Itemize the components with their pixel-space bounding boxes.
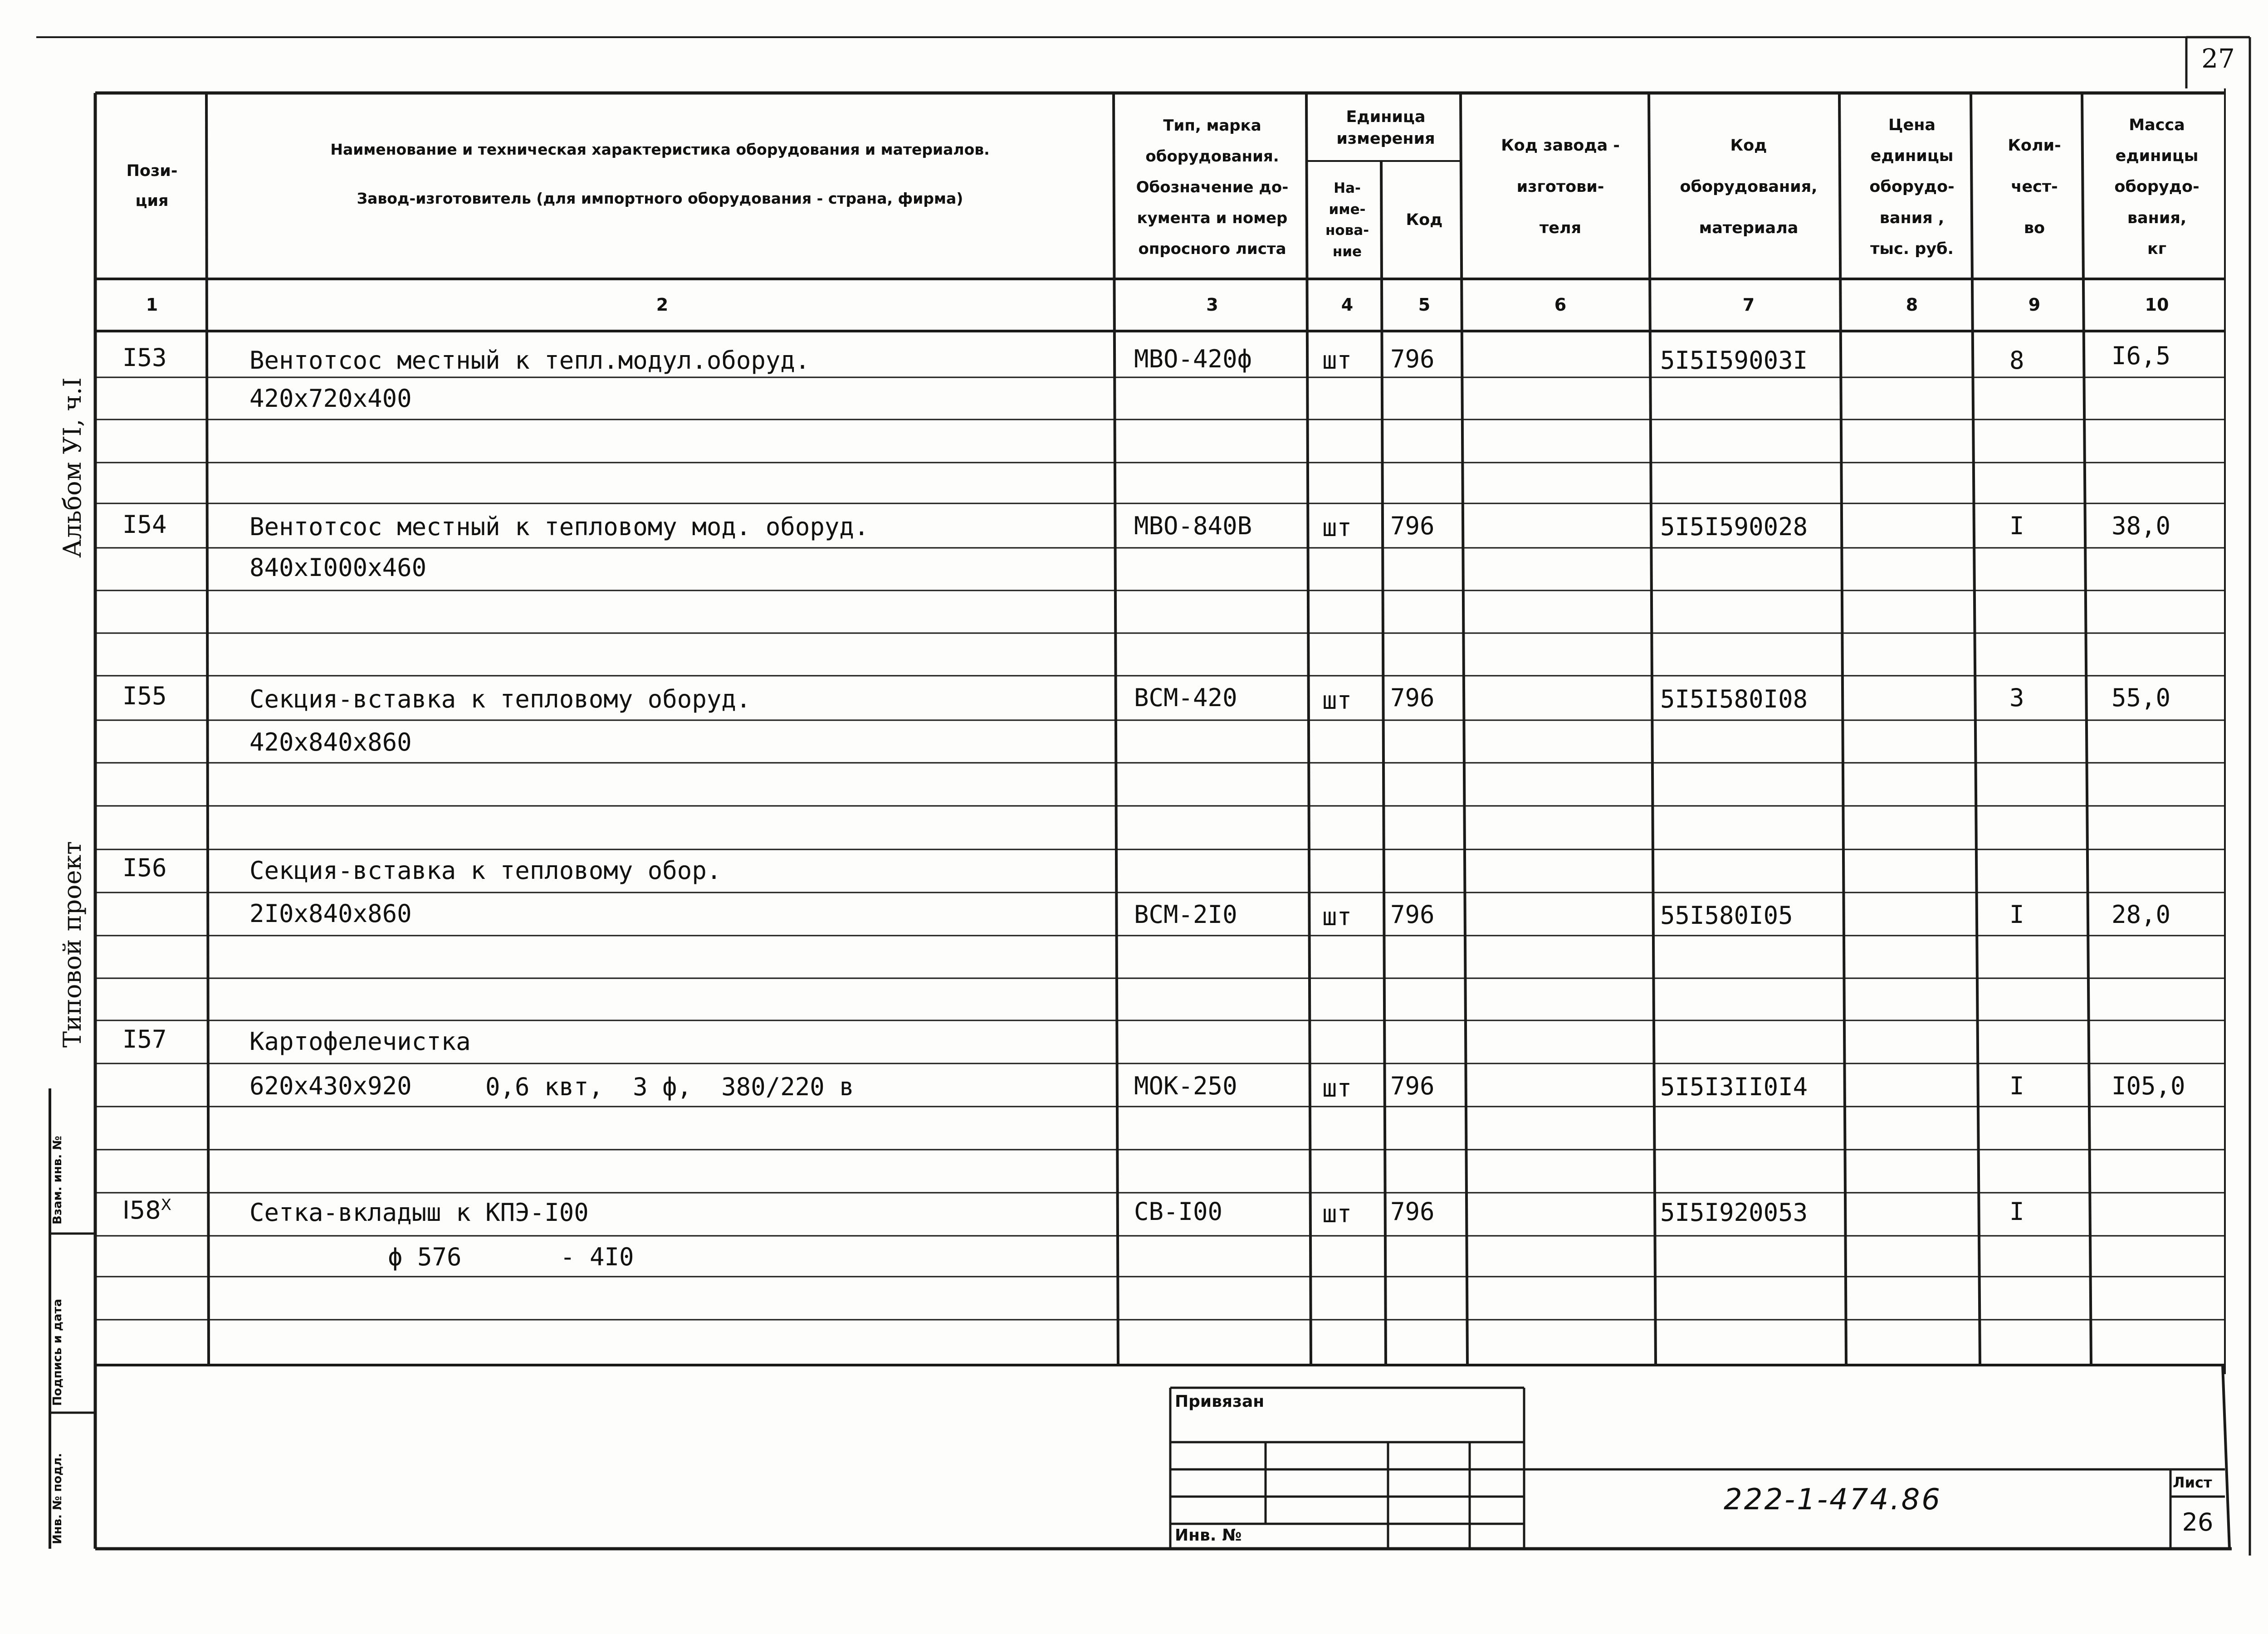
margin-album-label: Альбом УI, ч.I (58, 377, 87, 558)
entry-unit-code: 796 (1390, 683, 1435, 712)
header-factory-code: Код завода - изготови- теля (1501, 137, 1620, 237)
entry-type: СВ-I00 (1134, 1197, 1223, 1226)
header-unit-name: На- име- нова- ние (1325, 180, 1369, 260)
entry-quantity: I (2009, 1197, 2024, 1226)
margin-replacement-inventory: Взам. инв. № (51, 1136, 64, 1224)
document-code: 222-1-474.86 (1724, 1483, 1942, 1517)
header-unit-code: Код (1406, 210, 1443, 229)
entry-electrical: 0,6 квт, 3 ф, 380/220 в (485, 1073, 854, 1101)
entry-material-code: 5I5I920053 (1660, 1198, 1808, 1227)
entry-unit-code: 796 (1390, 345, 1435, 373)
entry-material-code: 5I5I3II0I4 (1660, 1073, 1808, 1101)
entry-type: ВСМ-420 (1134, 683, 1237, 712)
margin-project-label: Типовой проект (58, 841, 87, 1048)
entry-unit: шт (1322, 513, 1352, 542)
column-number: 6 (1554, 295, 1567, 315)
entry-position-mark: X (161, 1196, 171, 1214)
entry-quantity: I (2009, 512, 2024, 540)
entry-position: I53 (122, 343, 167, 372)
entry-quantity: 8 (2009, 346, 2024, 375)
header-unit-group: Единица измерения (1336, 108, 1435, 148)
entry-height: - 4I0 (560, 1243, 634, 1271)
stamp-linked-label: Привязан (1175, 1392, 1265, 1411)
entry-mass: 28,0 (2112, 900, 2171, 929)
column-number: 10 (2145, 295, 2169, 315)
header-position: Пози- ция (126, 161, 178, 210)
header-material-code: Код оборудования, материала (1680, 137, 1818, 237)
entry-material-code: 55I580I05 (1660, 901, 1793, 930)
entry-type: ВСМ-2I0 (1134, 900, 1237, 929)
header-type: Тип, марка оборудования. Обозначение до- кумента и номер опросного листа (1136, 116, 1289, 258)
column-number: 5 (1418, 295, 1431, 315)
entry-type: МВО-840В (1134, 512, 1252, 540)
sheet-label: Лист (2173, 1474, 2212, 1491)
entry-position: I56 (122, 854, 167, 882)
entry-dimensions: 620х430х920 (249, 1072, 412, 1100)
entry-unit-code: 796 (1390, 1072, 1435, 1100)
column-number: 7 (1742, 295, 1755, 315)
entry-name: Вентотсос местный к тепловому мод. оборуд. (249, 512, 869, 541)
entry-type: МОК-250 (1134, 1072, 1237, 1100)
column-number: 1 (146, 295, 158, 315)
entry-quantity: I (2009, 1072, 2024, 1100)
entry-name: Секция-вставка к тепловому оборуд. (249, 685, 751, 713)
entry-unit: шт (1322, 1200, 1352, 1228)
entry-position (122, 1197, 171, 1223)
entry-material-code: 5I5I590028 (1660, 512, 1808, 541)
column-number: 4 (1341, 295, 1354, 315)
entry-dimensions: 420х720х400 (249, 384, 412, 413)
sheet-number: 26 (2182, 1508, 2214, 1536)
entry-name: Сетка-вкладыш к КПЭ-I00 (249, 1198, 589, 1227)
entry-unit-code: 796 (1390, 1197, 1435, 1226)
entry-dimensions: 2I0х840х860 (249, 899, 412, 928)
entry-position: I54 (122, 510, 167, 539)
margin-signature-date: Подпись и дата (51, 1298, 64, 1406)
column-number: 8 (1906, 295, 1918, 315)
column-number: 9 (2028, 295, 2041, 315)
entry-type: МВО-420ф (1134, 345, 1252, 373)
entry-material-code: 5I5I580I08 (1660, 685, 1808, 713)
entry-position-number: I58 (122, 1196, 161, 1224)
entry-dimensions: 840хI000х460 (249, 553, 427, 582)
entry-name: Секция-вставка к тепловому обор. (249, 856, 722, 885)
entry-mass: I6,5 (2112, 341, 2171, 370)
header-quantity: Коли- чест- во (2008, 137, 2061, 237)
entry-unit: шт (1322, 1074, 1352, 1102)
entry-unit: шт (1322, 902, 1352, 931)
page-number: 27 (2201, 43, 2235, 74)
entry-quantity: I (2009, 900, 2024, 929)
entry-mass: 38,0 (2112, 512, 2171, 540)
entry-unit-code: 796 (1390, 512, 1435, 540)
stamp-inventory-label: Инв. № (1175, 1526, 1242, 1545)
entry-position: I57 (122, 1025, 167, 1054)
header-name-line2: Завод-изготовитель (для импортного оборудования - страна, фирма) (357, 189, 963, 207)
margin-original-inventory: Инв. № подл. (51, 1453, 64, 1544)
column-number: 2 (656, 295, 669, 315)
header-price: Цена единицы оборудо- вания , тыс. руб. (1869, 116, 1955, 258)
entry-name: Картофелечистка (249, 1027, 471, 1056)
header-mass: Масса единицы оборудо- вания, кг (2114, 116, 2200, 258)
entry-material-code: 5I5I59003I (1660, 346, 1808, 375)
entry-name: Вентотсос местный к тепл.модул.оборуд. (249, 346, 810, 375)
entry-dimensions: 420х840х860 (249, 728, 412, 756)
entry-position: I55 (122, 682, 167, 710)
header-name-line1: Наименование и техническая характеристика оборудования и материалов. (330, 140, 990, 158)
entry-unit: шт (1322, 346, 1352, 375)
entry-unit-code: 796 (1390, 900, 1435, 929)
entry-mass: I05,0 (2112, 1072, 2185, 1100)
entry-quantity: 3 (2009, 683, 2024, 712)
entry-diameter: ϕ 576 (388, 1243, 462, 1271)
entry-unit: шт (1322, 686, 1352, 715)
entry-mass: 55,0 (2112, 683, 2171, 712)
column-number: 3 (1206, 295, 1218, 315)
